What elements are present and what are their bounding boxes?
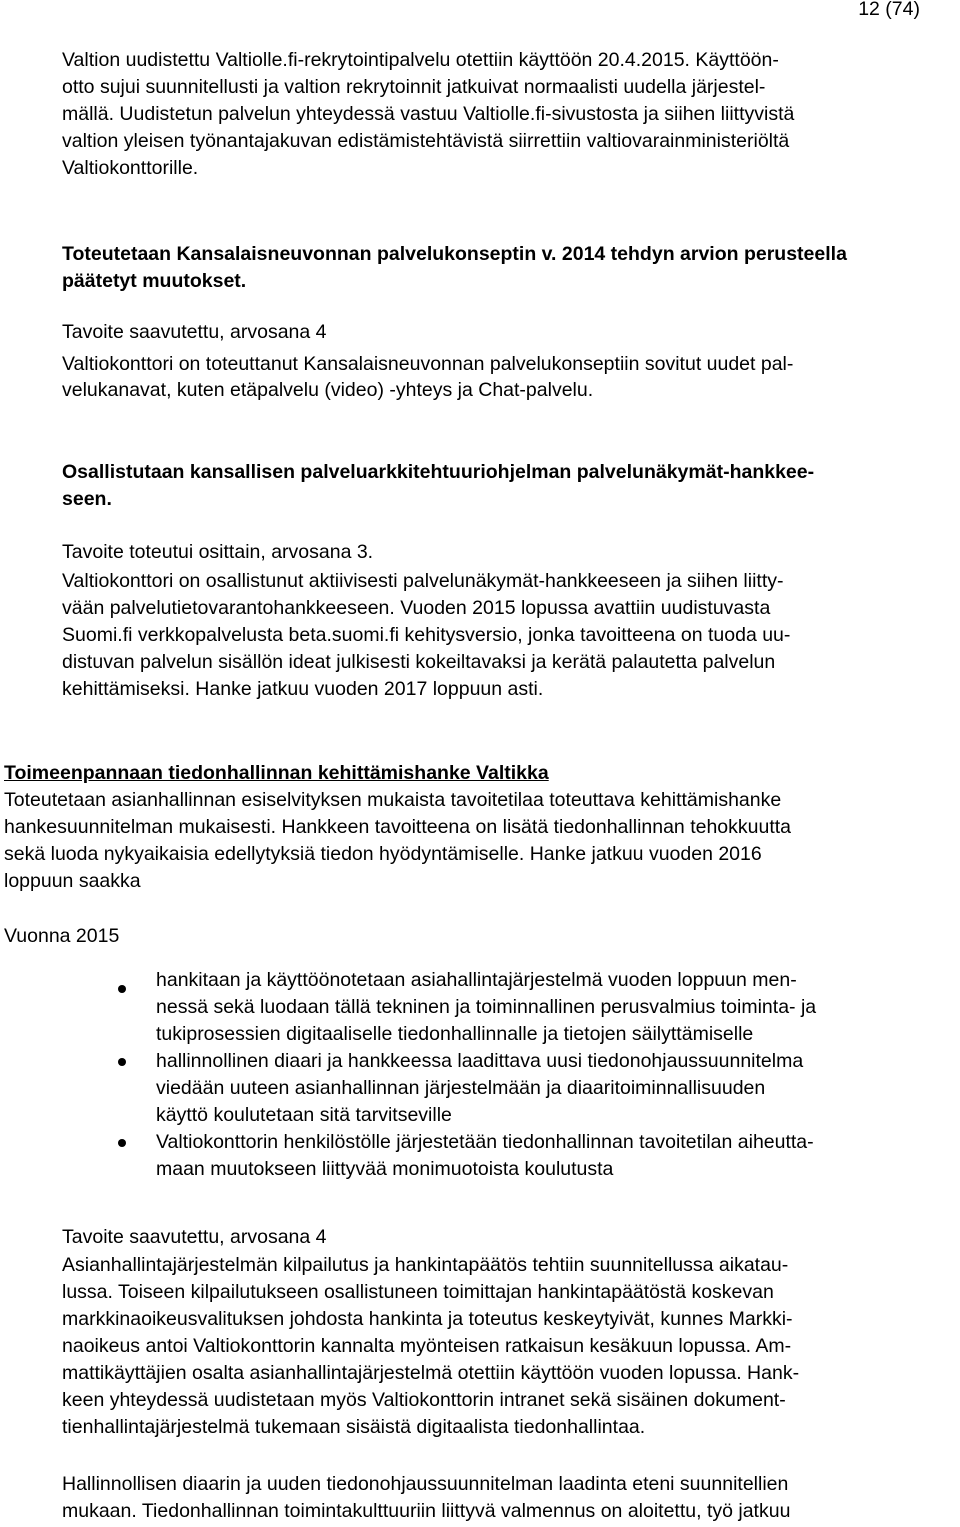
section-heading: Toimeenpannaan tiedonhallinnan kehittämishanke Valtikka (4, 762, 549, 784)
goal-status: Tavoite saavutettu, arvosana 4 (62, 321, 327, 343)
paragraph-line: lussa. Toiseen kilpailutukseen osallistuneen toimittajan hankintapäätöstä koskevan (62, 1281, 774, 1303)
list-item-line: hallinnollinen diaari ja hankkeessa laadittava uusi tiedonohjaussuunnitelma (156, 1050, 804, 1072)
section-heading: Toteutetaan Kansalaisneuvonnan palvelukonseptin v. 2014 tehdyn arvion perusteella (62, 243, 847, 265)
section-heading: päätetyt muutokset. (62, 270, 247, 292)
section-heading: Osallistutaan kansallisen palveluarkkitehtuuriohjelman palvelunäkymät-hankkee- (62, 461, 815, 483)
year-label: Vuonna 2015 (4, 925, 120, 947)
paragraph-line: mukaan. Tiedonhallinnan toimintakulttuuriin liittyvä valmennus on aloitettu, työ jatkuu (62, 1500, 791, 1522)
list-item-line: Valtiokonttorin henkilöstölle järjestetään tiedonhallinnan tavoitetilan aiheutta- (156, 1131, 814, 1153)
list-item-line: viedään uuteen asianhallinnan järjestelmään ja diaaritoiminnallisuuden (156, 1077, 766, 1099)
paragraph-line: otto sujui suunnitellusti ja valtion rekrytoinnit jatkuivat normaalisti uudella järjestel- (62, 76, 766, 98)
bullet-icon (118, 1058, 126, 1066)
paragraph-line: mällä. Uudistetun palvelun yhteydessä vastuu Valtiolle.fi-sivustosta ja siihen liittyvistä (62, 103, 795, 125)
paragraph-line: Toteutetaan asianhallinnan esiselvityksen mukaista tavoitetilaa toteuttava kehittämishanke (4, 789, 782, 811)
paragraph-line: distuvan palvelun sisällön ideat julkisesti kokeiltavaksi ja kerätä palautetta palvelun (62, 651, 776, 673)
paragraph-line: keen yhteydessä uudistetaan myös Valtiokonttorin intranet sekä sisäinen dokument- (62, 1389, 786, 1411)
list-item-line: käyttö koulutetaan sitä tarvitseville (156, 1104, 452, 1126)
list-item-line: nessä sekä luodaan tällä tekninen ja toiminnallinen perusvalmius toiminta- ja (156, 996, 817, 1018)
paragraph-line: vään palvelutietovarantohankkeeseen. Vuoden 2015 lopussa avattiin uudistuvasta (62, 597, 771, 619)
paragraph-line: Suomi.fi verkkopalvelusta beta.suomi.fi kehitysversio, jonka tavoitteena on tuoda uu- (62, 624, 791, 646)
goal-status: Tavoite toteutui osittain, arvosana 3. (62, 541, 374, 563)
paragraph-line: Valtion uudistettu Valtiolle.fi-rekrytointipalvelu otettiin käyttöön 20.4.2015. Käyttöön- (62, 49, 779, 71)
paragraph-line: markkinaoikeusvalituksen johdosta hankinta ja toteutus keskeytyivät, kunnes Markki- (62, 1308, 793, 1330)
paragraph-line: velukanavat, kuten etäpalvelu (video) -yhteys ja Chat-palvelu. (62, 379, 594, 401)
paragraph-line: tienhallintajärjestelmä tukemaan sisäistä digitaalista tiedonhallintaa. (62, 1416, 646, 1438)
paragraph-line: Valtiokonttorille. (62, 157, 199, 179)
list-item-line: maan muutokseen liittyvää monimuotoista koulutusta (156, 1158, 614, 1180)
paragraph-line: Hallinnollisen diaarin ja uuden tiedonohjaussuunnitelman laadinta eteni suunnitellien (62, 1473, 789, 1495)
paragraph-line: Valtiokonttori on toteuttanut Kansalaisneuvonnan palvelukonseptiin sovitut uudet pal- (62, 353, 794, 375)
list-item-line: tukiprosessien digitaaliselle tiedonhallinnalle ja tietojen säilyttämiselle (156, 1023, 754, 1045)
paragraph-line: hankesuunnitelman mukaisesti. Hankkeen tavoitteena on lisätä tiedonhallinnan tehokkuutta (4, 816, 792, 838)
section-heading: seen. (62, 488, 112, 510)
paragraph-line: kehittämiseksi. Hanke jatkuu vuoden 2017 loppuun asti. (62, 678, 544, 700)
list-item-line: hankitaan ja käyttöönotetaan asiahallintajärjestelmä vuoden loppuun men- (156, 969, 797, 991)
paragraph-line: mattikäyttäjien osalta asianhallintajärjestelmä otettiin käyttöön vuoden lopussa. Hank- (62, 1362, 800, 1384)
paragraph-line: Valtiokonttori on osallistunut aktiivisesti palvelunäkymät-hankkeeseen ja siihen liitty- (62, 570, 784, 592)
paragraph-line: Asianhallintajärjestelmän kilpailutus ja hankintapäätös tehtiin suunnitellussa aikatau- (62, 1254, 789, 1276)
paragraph-line: loppuun saakka (4, 870, 141, 892)
goal-status: Tavoite saavutettu, arvosana 4 (62, 1226, 327, 1248)
paragraph-line: naoikeus antoi Valtiokonttorin kannalta myönteisen ratkaisun kesäkuun lopussa. Am- (62, 1335, 792, 1357)
paragraph-line: sekä luoda nykyaikaisia edellytyksiä tiedon hyödyntämiselle. Hanke jatkuu vuoden 2016 (4, 843, 762, 865)
bullet-icon (118, 985, 126, 993)
bullet-icon (118, 1139, 126, 1147)
paragraph-line: valtion yleisen työnantajakuvan edistämistehtävistä siirrettiin valtiovarainministeriöltä (62, 130, 790, 152)
page-number: 12 (74) (858, 0, 920, 20)
